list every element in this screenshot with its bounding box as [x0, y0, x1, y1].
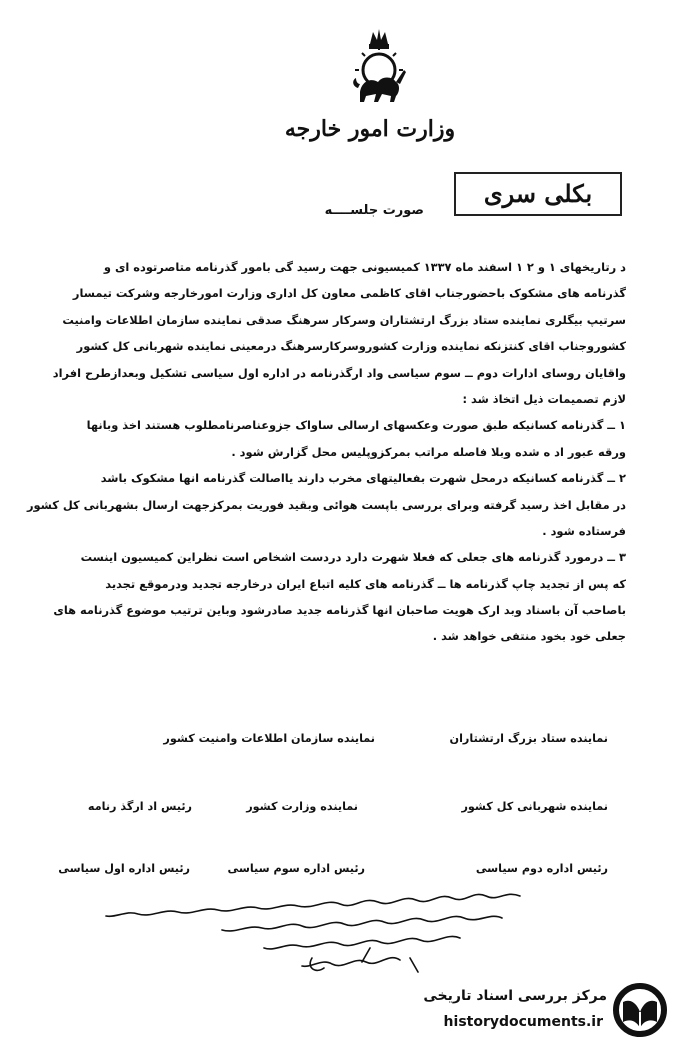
signature-interior: نماینده وزارت کشور: [246, 800, 358, 813]
body-line: ۱ ــ گذرنامه کسانیکه طبق صورت وعکسهای ارسالی ساواک جزوعناصرنامطلوب هستند اخذ وبانها: [86, 418, 626, 433]
document-title: صورت جلســــه: [324, 203, 424, 218]
archive-logo-icon: [609, 982, 671, 1038]
body-line: لازم تصمیمات ذیل اتخاذ شد :: [462, 391, 626, 406]
document-body: [26, 254, 626, 650]
body-line: سرتیپ بیگلری نماینده ستاد بزرگ ارتشتاران وسرکار سرهنگ صدقی نماینده سازمان اطلاعات وامنیت: [62, 312, 626, 327]
body-line: واقایان روسای ادارات دوم ــ سوم سیاسی واد ارگذرنامه در اداره اول سیاسی تشکیل وبعدازطرح افراد: [52, 365, 626, 380]
body-line: د رتاریخهای ۱ و ۲ ۱ اسفند ماه ۱۳۳۷ کمیسیونی جهت رسید گی بامور گذرنامه متاصرتوده ای و: [103, 260, 626, 274]
signature-political-1: رئیس اداره اول سیاسی: [58, 862, 190, 875]
watermark-url: historydocuments.ir: [443, 1014, 603, 1030]
body-line: باصاحب آن باسناد وبد ارک هویت صاحبان انها گذرنامه جدید صادرشود وباین ترتیب موضوع گذرنامه های: [53, 603, 626, 618]
signature-political-3: رئیس اداره سوم سیاسی: [227, 862, 365, 875]
archive-watermark: [400, 982, 675, 1042]
body-line: ۳ ــ درمورد گذرنامه های جعلی که فعلا شهرت دارد دردست اشخاص است نظراین کمیسیون اینست: [80, 550, 626, 565]
classification-stamp: بکلی سری: [454, 172, 622, 216]
signature-passport-office: رئیس اد ارگذ رنامه: [87, 800, 192, 813]
signature-political-2: رئیس اداره دوم سیاسی: [475, 862, 608, 875]
body-line: فرستاده شود .: [542, 523, 626, 538]
signature-savak: نماینده سازمان اطلاعات وامنیت کشور: [163, 732, 375, 745]
body-line: ورقه عبور اد ه شده وبلا فاصله مراتب بمرکزوپلیس محل گزارش شود .: [231, 444, 626, 459]
body-line: در مقابل اخذ رسید گرفته وبرای بررسی باپست هوائی وبقید فوریت بمرکزجهت ارسال بشهربانی کل کشور: [26, 497, 626, 512]
body-line: که پس از تجدید چاپ گذرنامه ها ــ گذرنامه های کلیه اتباع ایران درخارجه تجدید ودرموقع تجدید: [105, 576, 626, 591]
watermark-text: مرکز بررسی اسناد تاریخی: [423, 988, 607, 1004]
ministry-heading: وزارت امور خارجه: [284, 116, 456, 142]
signature-police: نماینده شهربانی کل کشور: [461, 800, 608, 813]
body-line: جعلی خود بخود منتفی خواهد شد .: [432, 629, 626, 644]
handwritten-annotation: [100, 888, 530, 980]
body-line: گذرنامه های مشکوک باحضورجناب اقای کاظمی معاون کل اداری وزارت امورخارجه وشرکت تیمسار: [72, 286, 626, 301]
lion-and-sun-emblem-icon: [348, 26, 410, 108]
body-line: کشوروجناب اقای کنتزنکه نماینده وزارت کشوروسرکارسرهنگ درمعینی نماینده شهربانی کل کشور: [76, 339, 626, 354]
body-line: ۲ ــ گذرنامه کسانیکه درمحل شهرت بفعالیتهای مخرب دارند یااصالت گذرنامه انها مشکوک باشد: [100, 471, 626, 486]
signature-army-staff: نماینده ستاد بزرگ ارتشتاران: [449, 732, 608, 745]
